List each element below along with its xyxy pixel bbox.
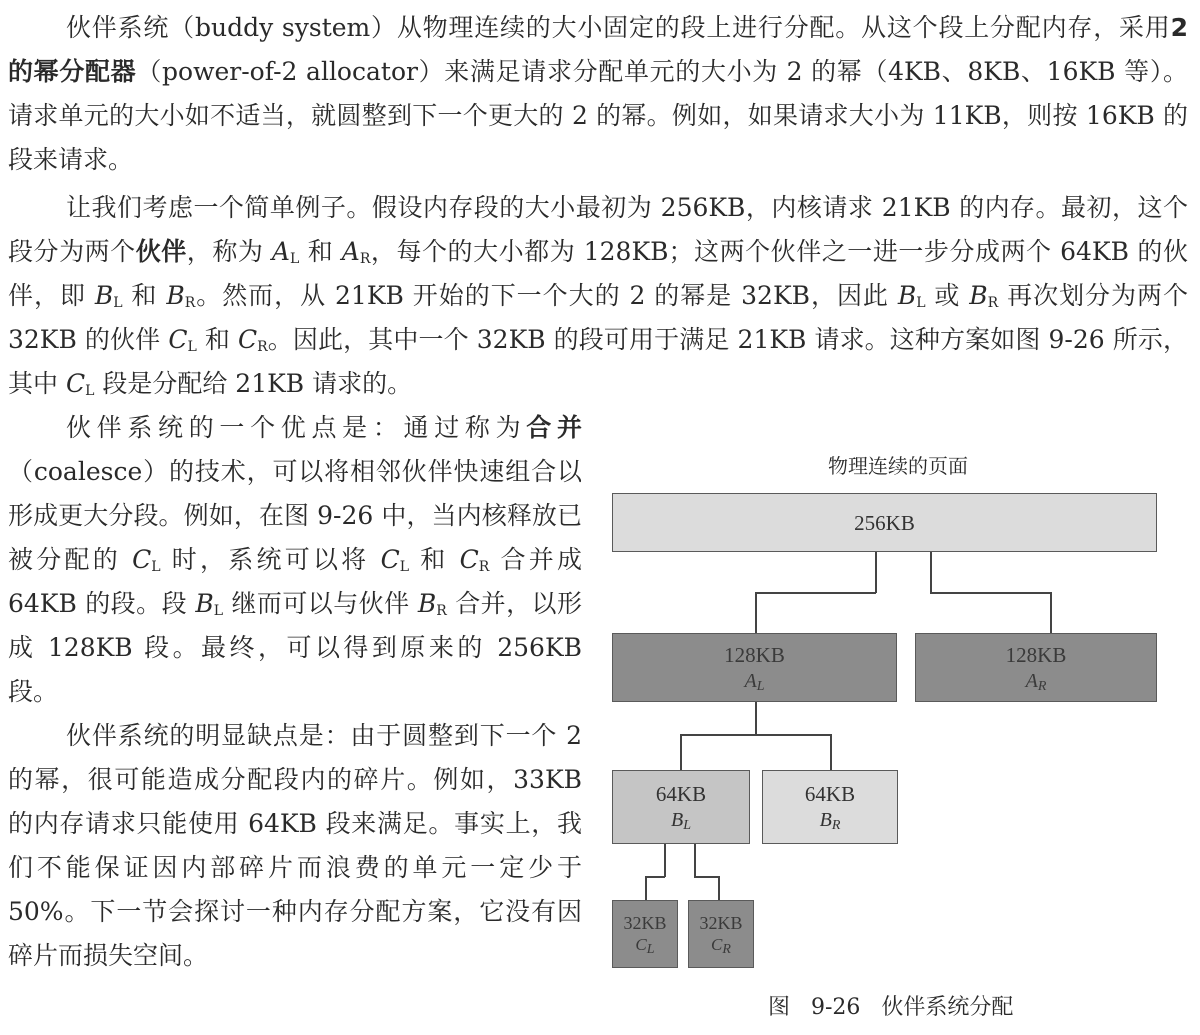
label-subscript: L [756,678,765,694]
text: 再次划分为两个 32KB 的伙伴 [8,281,1188,354]
text: 。然而，从 21KB 开始的下一个大的 2 的幂是 32KB，因此 [195,281,898,310]
text: 合并，以形成 128KB 段。最终，可以得到原来的 256KB 段。 [8,589,582,706]
text: 和 [122,281,167,310]
text: 伙伴系统（buddy system）从物理连续的大小固定的段上进行分配。从这个段上分配内存，采用 [66,13,1171,42]
label-subscript: L [646,942,655,957]
block-c-r [688,900,754,968]
block-b-l [612,770,750,844]
text: 和 [299,237,342,266]
label-letter: B [819,809,832,831]
text: ，每个的大小都为 128KB；这两个伙伴之一进一步分成两个 64KB 的伙伴，即 [8,237,1188,310]
label-letter: C [635,935,647,954]
block-label [671,807,691,833]
symbol: A [271,237,290,266]
symbol: A [341,237,360,266]
block-label [635,934,654,956]
subscript: L [213,603,224,619]
text: 和 [409,545,460,574]
symbol: C [380,545,400,574]
connector [755,701,757,735]
label-subscript: L [683,818,691,833]
connector [694,876,718,878]
label-subscript: R [722,942,731,957]
label-letter: B [670,809,684,831]
block-label [744,668,764,694]
subscript: L [151,559,161,575]
text: 继而可以与伙伴 [223,589,418,618]
connector [645,876,647,901]
block-size: 128KB [1005,642,1067,667]
connector [694,843,696,877]
subscript: L [85,383,95,399]
symbol: B [897,281,917,310]
connector [664,843,666,877]
connector [680,734,756,736]
connector [830,734,832,770]
paragraph-1 [8,6,1188,182]
block-a-r [915,633,1157,702]
figure-caption: 图 9-26 伙伴系统分配 [768,995,1014,1020]
block-c-l [612,900,678,968]
paragraph-3 [8,406,582,714]
symbol: B [166,281,185,310]
subscript: R [257,339,268,355]
block-a-l [612,633,897,702]
block-label [820,807,841,833]
text: 合并成 64KB 的段。段 [8,545,582,618]
symbol: B [94,281,114,310]
subscript: L [187,339,197,355]
connector [755,592,757,633]
block-size: 64KB [655,782,707,806]
term-buddy: 伙伴 [135,237,187,266]
subscript: L [916,295,926,311]
subscript: L [113,295,123,311]
text: 和 [196,325,238,354]
subscript: R [436,603,447,619]
text: （power-of-2 allocator）来满足请求分配单元的大小为 2 的幂（4KB、8KB、16KB 等）。请求单元的大小如不适当，就圆整到下一个更大的 2 的幂。例如，如果请求大小为 11KB，则按 16KB 的段来请求。 [8,57,1188,174]
subscript: L [399,559,410,575]
label-subscript: R [1037,678,1047,694]
symbol: B [969,281,988,310]
block-label [1026,668,1047,694]
figure-title: 物理连续的页面 [828,454,968,478]
symbol: C [132,545,152,574]
subscript: R [359,251,371,267]
block-label [711,934,731,956]
subscript: R [987,295,999,311]
term-coalesce: 合并 [526,413,582,442]
symbol: C [459,545,479,574]
connector [645,876,665,878]
block-size: 32KB [623,913,667,933]
subscript: R [478,559,490,575]
text: 段是分配给 21KB 请求的。 [94,369,413,398]
symbol: C [238,325,258,354]
connector [755,734,831,736]
label-letter: A [744,669,757,692]
subscript: R [184,295,196,311]
connector [930,551,932,593]
label-letter: A [1025,669,1038,692]
connector [930,592,1051,594]
block-b-r [762,770,898,844]
connector [680,734,682,770]
block-size: 128KB [724,642,785,667]
symbol: B [195,589,214,618]
paragraph-2 [8,186,1188,406]
connector [755,592,876,594]
symbol: C [65,369,86,398]
block-size: 256KB [854,510,915,535]
block-size: 64KB [804,782,856,806]
connector [1050,592,1052,633]
text: 让我们考虑一个简单例子。假设内存段的大小最初为 256KB，内核请求 21KB 的内存。最初，这个段分为两个 [8,193,1188,266]
block-size: 32KB [699,913,743,933]
symbol: B [417,589,437,618]
term-power-of-2-allocator: 2 的幂分配器 [8,13,1188,86]
text: 时，系统可以将 [160,545,381,574]
subscript: L [289,251,300,267]
text: 或 [925,281,970,310]
block-256kb [612,493,1157,552]
connector [875,551,877,593]
label-subscript: R [831,818,841,833]
symbol: C [168,325,188,354]
connector [718,876,720,901]
text: ，称为 [186,237,272,266]
paragraph-4: 伙伴系统的明显缺点是：由于圆整到下一个 2 的幂，很可能造成分配段内的碎片。例如，33KB 的内存请求只能使用 64KB 段来满足。事实上，我们不能保证因内部碎片而浪费的单元一定少于 50%。下一节会探讨一种内存分配方案，它没有因碎片而损失空间。 [8,721,582,970]
label-letter: C [711,935,723,954]
text: 。因此，其中一个 32KB 的段可用于满足 21KB 请求。这种方案如图 9-26 所示，其中 [8,325,1188,398]
text: （coalesce）的技术，可以将相邻伙伴快速组合以形成更大分段。例如，在图 9-26 中，当内核释放已被分配的 [8,457,582,574]
text: 伙伴系统的一个优点是：通过称为 [66,413,527,442]
